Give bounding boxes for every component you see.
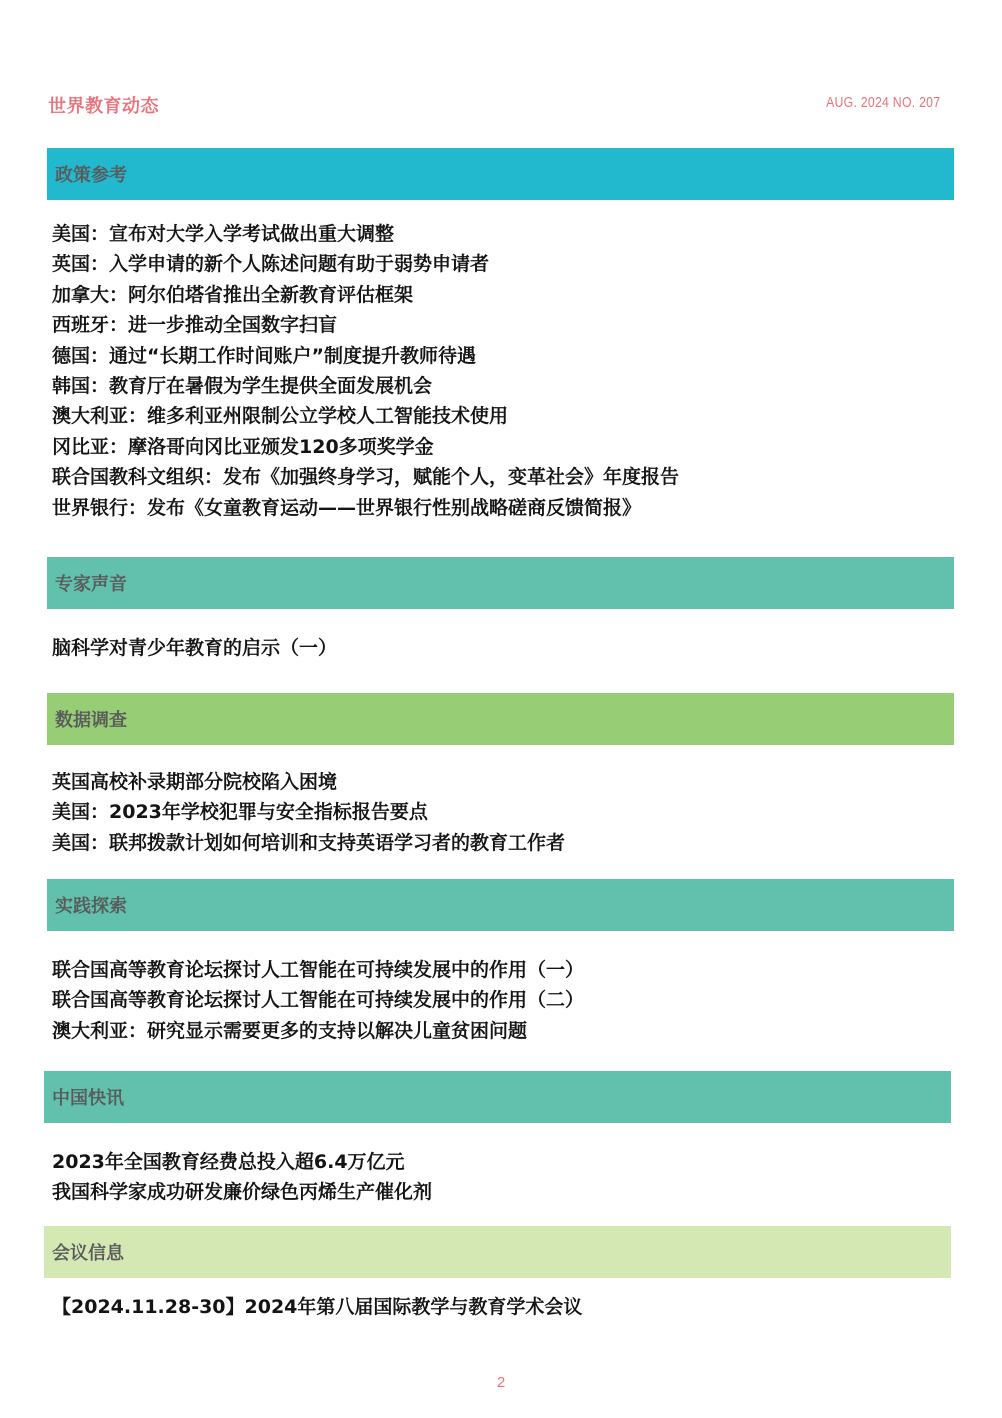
section-header-practice: 实践探索 [47,879,954,931]
list-item[interactable]: 2023年全国教育经费总投入超6.4万亿元 [52,1151,405,1173]
list-item[interactable]: 【2024.11.28-30】2024年第八届国际教学与教育学术会议 [52,1296,583,1318]
list-item[interactable]: 联合国高等教育论坛探讨人工智能在可持续发展中的作用（一） [52,959,585,981]
journal-title: 世界教育动态 [48,96,159,117]
list-item[interactable]: 韩国：教育厅在暑假为学生提供全面发展机会 [52,375,433,398]
list-item[interactable]: 脑科学对青少年教育的启示（一） [52,637,338,659]
section-header-conference: 会议信息 [44,1226,951,1278]
conference-item-list [52,1292,582,1322]
section-header-china: 中国快讯 [44,1071,951,1123]
list-item[interactable]: 联合国高等教育论坛探讨人工智能在可持续发展中的作用（二） [52,989,585,1012]
policy-item-list [52,219,679,523]
expert-item-list [52,633,337,663]
china-item-list [52,1147,432,1208]
list-item[interactable]: 联合国教科文组织：发布《加强终身学习，赋能个人，变革社会》年度报告 [52,466,680,489]
list-item[interactable]: 美国：宣布对大学入学考试做出重大调整 [52,223,395,245]
page-number: 2 [496,1374,506,1391]
section-header-policy: 政策参考 [47,148,954,200]
list-item[interactable]: 冈比亚：摩洛哥向冈比亚颁发120多项奖学金 [52,435,434,458]
list-item[interactable]: 英国：入学申请的新个人陈述问题有助于弱势申请者 [52,253,490,276]
list-item[interactable]: 我国科学家成功研发廉价绿色丙烯生产催化剂 [52,1181,433,1204]
list-item[interactable]: 美国：联邦拨款计划如何培训和支持英语学习者的教育工作者 [52,831,566,854]
list-item[interactable]: 美国：2023年学校犯罪与安全指标报告要点 [52,801,428,824]
list-item[interactable]: 德国：通过“长期工作时间账户”制度提升教师待遇 [52,344,476,367]
list-item[interactable]: 澳大利亚：维多利亚州限制公立学校人工智能技术使用 [52,405,509,428]
list-item[interactable]: 英国高校补录期部分院校陷入困境 [52,771,338,793]
list-item[interactable]: 西班牙：进一步推动全国数字扫盲 [52,314,338,337]
data-item-list [52,767,565,858]
issue-label: AUG. 2024 NO. 207 [825,94,940,111]
list-item[interactable]: 加拿大：阿尔伯塔省推出全新教育评估框架 [52,283,414,306]
section-header-data: 数据调查 [47,693,954,745]
list-item[interactable]: 世界银行：发布《女童教育运动——世界银行性别战略磋商反馈简报》 [52,496,642,519]
list-item[interactable]: 澳大利亚：研究显示需要更多的支持以解决儿童贫困问题 [52,1019,528,1042]
section-header-expert: 专家声音 [47,557,954,609]
practice-item-list [52,955,584,1046]
